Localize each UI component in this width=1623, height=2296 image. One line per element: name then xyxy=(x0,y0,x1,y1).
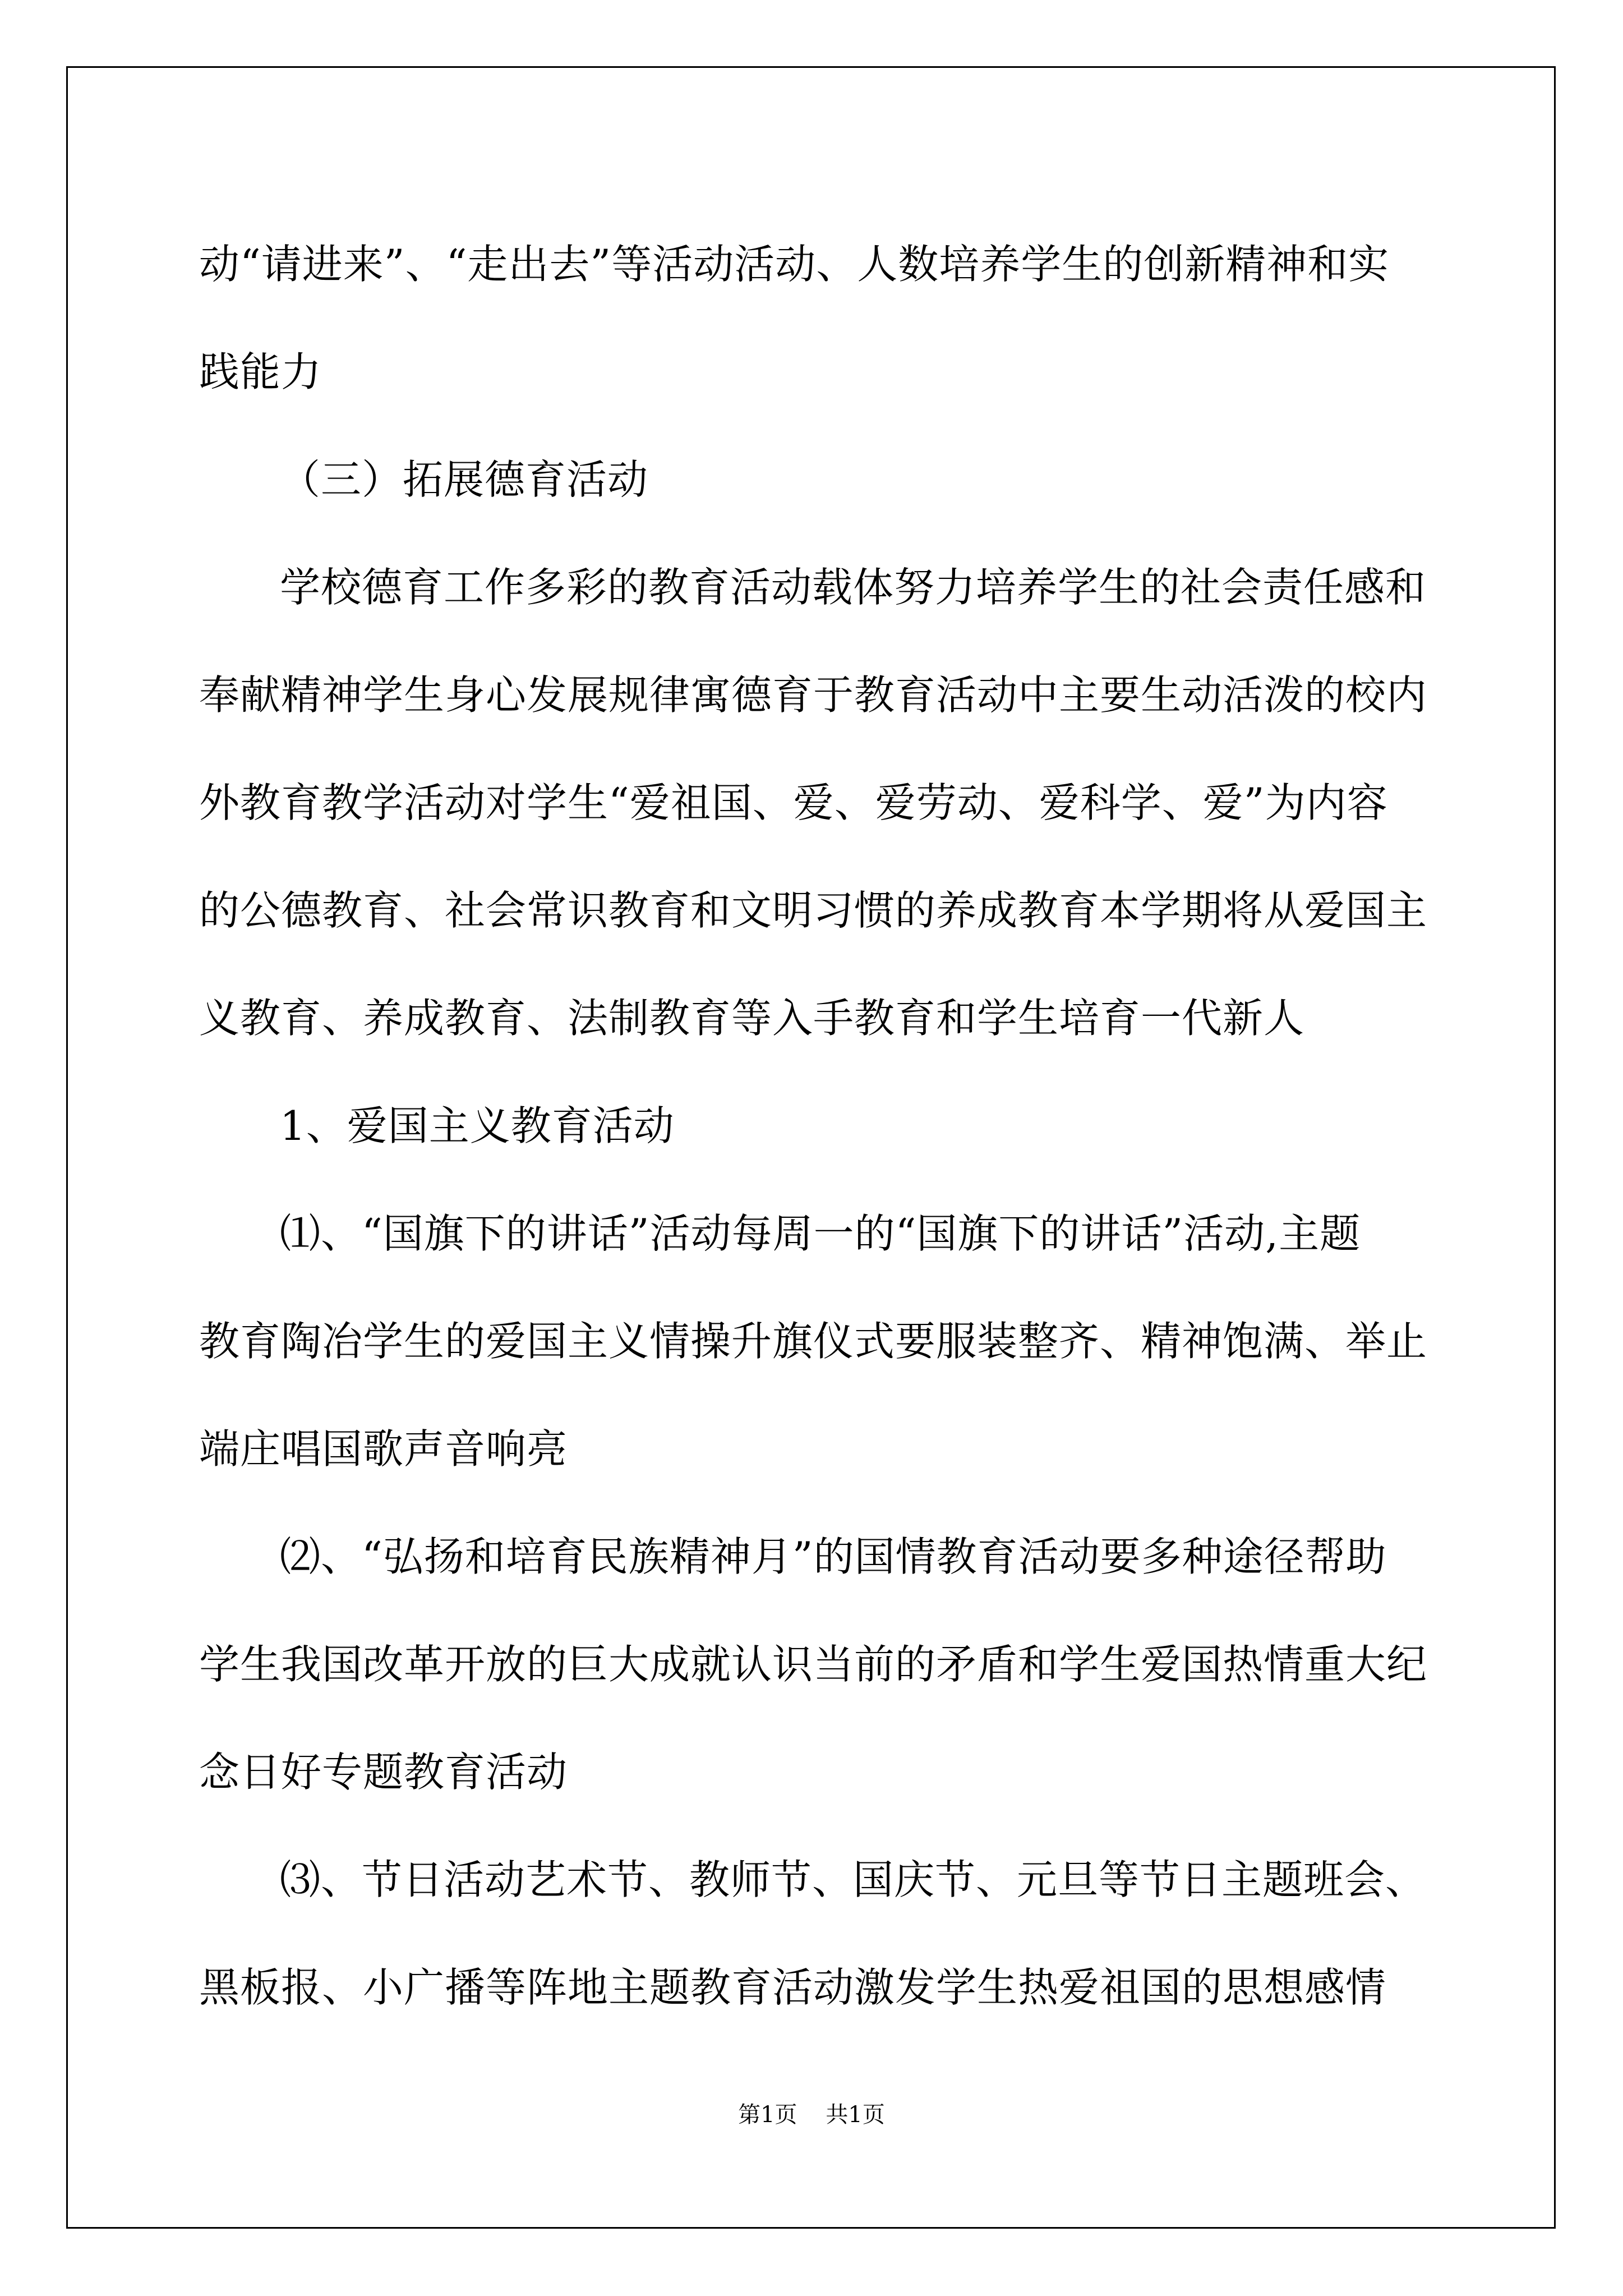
text-line-8: 义教育、养成教育、法制教育等入手教育和学生培育一代新人 xyxy=(199,995,1305,1042)
text-line-10: ⑴、“国旗下的讲话”活动每周一的“国旗下的讲话”活动,主题 xyxy=(280,1210,1361,1257)
text-line-13: ⑵、“弘扬和培育民族精神月”的国情教育活动要多种途径帮助 xyxy=(280,1533,1387,1580)
text-line-11: 教育陶冶学生的爱国主义情操升旗仪式要服装整齐、精神饱满、举止 xyxy=(199,1318,1428,1365)
text-line-14: 学生我国改革开放的巨大成就认识当前的矛盾和学生爱国热情重大纪 xyxy=(199,1641,1428,1688)
text-line-4: 学校德育工作多彩的教育活动载体努力培养学生的社会责任感和 xyxy=(280,564,1427,611)
text-line-5: 奉献精神学生身心发展规律寓德育于教育活动中主要生动活泼的校内 xyxy=(199,671,1428,719)
text-line-6: 外教育教学活动对学生“爱祖国、爱、爱劳动、爱科学、爱”为内容 xyxy=(199,779,1388,826)
document-body xyxy=(199,210,1427,2041)
text-line-2: 践能力 xyxy=(199,348,322,395)
subsection-heading: 1、爱国主义教育活动 xyxy=(280,1102,675,1149)
text-line-1: 动“请进来”、“走出去”等活动活动、人数培养学生的创新精神和实 xyxy=(199,241,1390,288)
text-line-12: 端庄唱国歌声音响亮 xyxy=(199,1425,568,1473)
text-line-16: ⑶、节日活动艺术节、教师节、国庆节、元旦等节日主题班会、 xyxy=(280,1856,1427,1903)
page-number-footer: 第1页 共1页 xyxy=(738,2102,885,2128)
section-heading: （三）拓展德育活动 xyxy=(280,456,649,503)
text-line-7: 的公德教育、社会常识教育和文明习惯的养成教育本学期将从爱国主 xyxy=(199,887,1428,934)
text-line-17: 黑板报、小广播等阵地主题教育活动激发学生热爱祖国的思想感情 xyxy=(199,1964,1387,2011)
text-line-15: 念日好专题教育活动 xyxy=(199,1749,568,1796)
